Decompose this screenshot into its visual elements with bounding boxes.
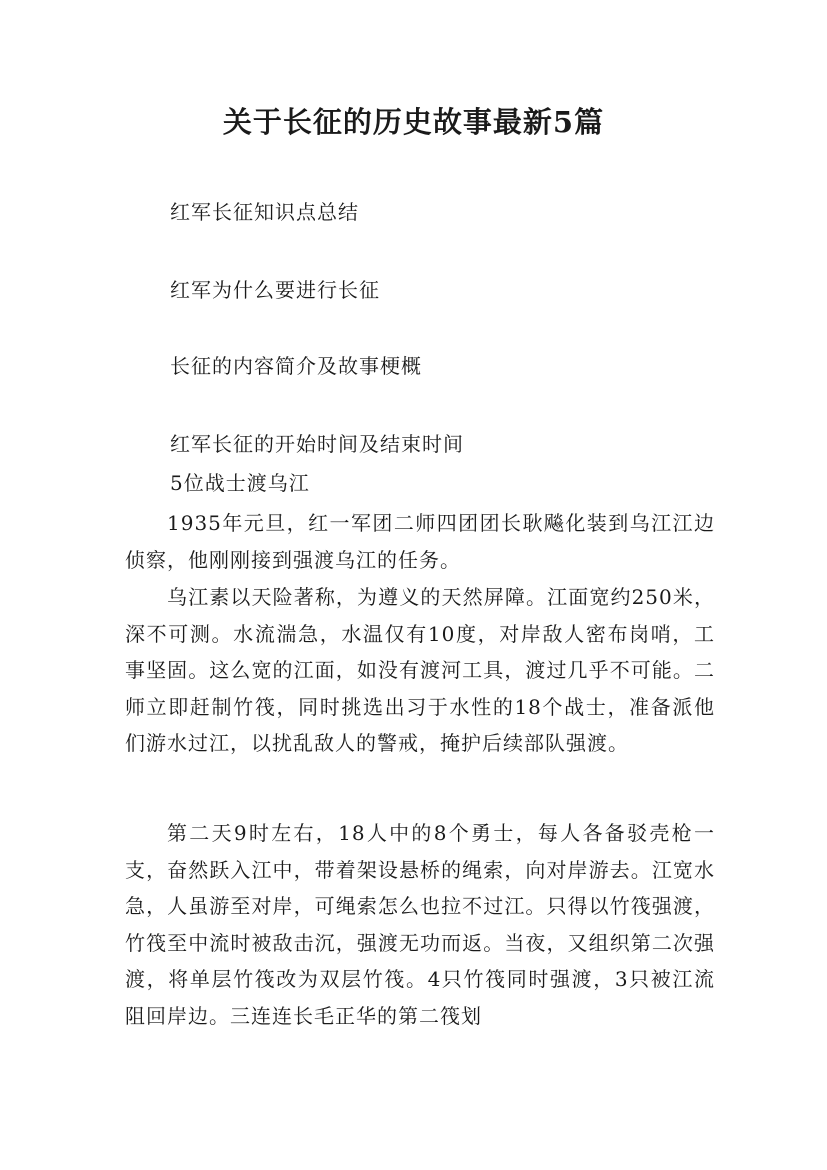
body-paragraph: 1935年元旦，红一军团二师四团团长耿飚化装到乌江江边侦察，他刚刚接到强渡乌江的任务。 [125,511,715,572]
document-title: 关于长征的历史故事最新5篇 [222,105,605,139]
body-paragraph: 乌江素以天险著称，为遵义的天然屏障。江面宽约250米，深不可测。水流湍急，水温仅有10度，对岸敌人密布岗哨，工事坚固。这么宽的江面，如没有渡河工具，渡过几乎不可能。二师立即赶制竹筏，同时挑选出习于水性的18个战士，准备派他们游水过江，以扰乱敌人的警戒，掩护后续部队强渡。 [125,585,715,756]
toc-item: 红军长征的开始时间及结束时间 [170,432,464,456]
toc-item: 红军为什么要进行长征 [170,278,380,302]
toc-item: 长征的内容简介及故事梗概 [170,354,422,378]
body-paragraph: 第二天9时左右，18人中的8个勇士，每人各备驳壳枪一支，奋然跃入江中，带着架设悬桥的绳索，向对岸游去。江宽水急，人虽游至对岸，可绳索怎么也拉不过江。只得以竹筏强渡，竹筏至中流时被敌击沉，强渡无功而返。当夜，又组织第二次强渡，将单层竹筏改为双层竹筏。4只竹筏同时强渡，3只被江流阻回岸边。三连连长毛正华的第二筏划 [125,821,715,1028]
section-heading: 5位战士渡乌江 [170,471,310,495]
toc-item: 红军长征知识点总结 [170,200,359,224]
